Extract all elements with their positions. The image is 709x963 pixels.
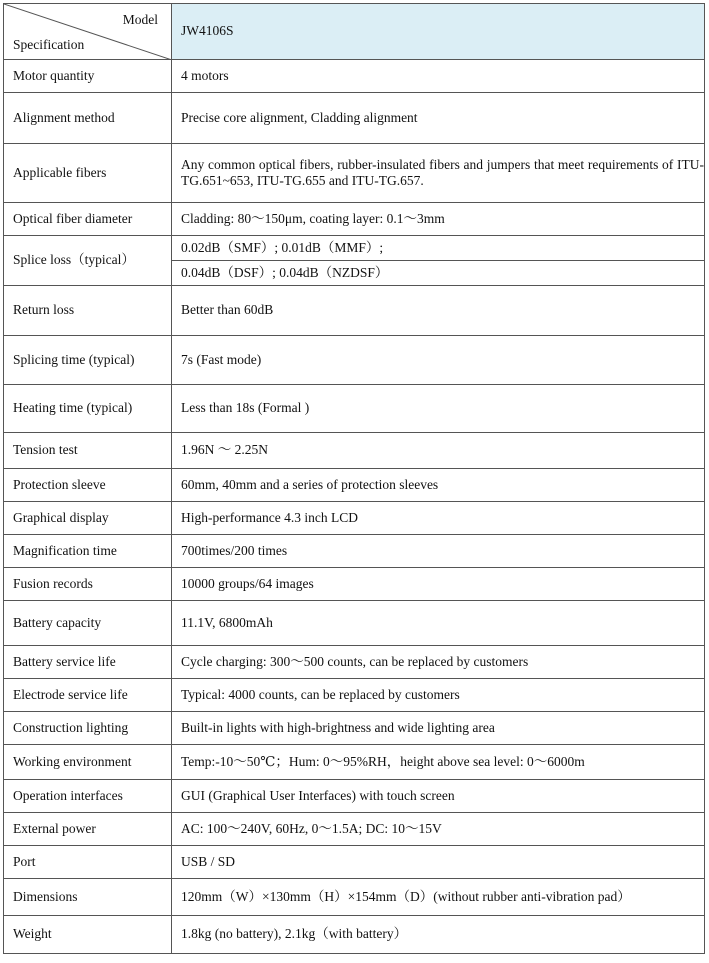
row-value: High-performance 4.3 inch LCD [172,502,705,535]
table-row [4,879,705,916]
row-label: Working environment [4,745,172,780]
table-row [4,601,705,646]
spec-table [3,3,705,954]
row-label: Operation interfaces [4,780,172,813]
row-value: 700times/200 times [172,535,705,568]
row-value: Cladding: 80～150μm, coating layer: 0.1～3mm [172,203,705,236]
row-value: Cycle charging: 300～500 counts, can be replaced by customers [172,646,705,679]
table-row [4,813,705,846]
row-label: Battery service life [4,646,172,679]
row-value: 10000 groups/64 images [172,568,705,601]
row-value: 120mm（W）×130mm（H）×154mm（D）(without rubber anti-vibration pad） [172,879,705,916]
row-label: Dimensions [4,879,172,916]
table-row [4,679,705,712]
table-row [4,286,705,336]
row-label: Tension test [4,433,172,469]
row-value: 7s (Fast mode) [172,336,705,385]
table-row [4,846,705,879]
row-value: Built-in lights with high-brightness and wide lighting area [172,712,705,745]
row-value: USB / SD [172,846,705,879]
table-row [4,568,705,601]
table-row [4,502,705,535]
row-value: 11.1V, 6800mAh [172,601,705,646]
row-value: Temp:-10～50℃；Hum: 0～95%RH，height above sea level: 0～6000m [172,745,705,780]
table-row [4,336,705,385]
row-value: Any common optical fibers, rubber-insulated fibers and jumpers that meet requirements of ITU-TG.651~653, ITU-TG.655 and ITU-TG.657. [172,144,705,203]
row-value-line: 0.04dB（DSF）; 0.04dB（NZDSF） [172,261,705,286]
header-row [4,4,705,60]
table-row [4,385,705,433]
model-value: JW4106S [172,4,705,60]
table-row [4,780,705,813]
row-value: AC: 100～240V, 60Hz, 0～1.5A; DC: 10～15V [172,813,705,846]
row-label: Splicing time (typical) [4,336,172,385]
row-label: Applicable fibers [4,144,172,203]
row-label: Return loss [4,286,172,336]
table-row [4,712,705,745]
row-label: Construction lighting [4,712,172,745]
row-value: Precise core alignment, Cladding alignment [172,93,705,144]
row-label: Alignment method [4,93,172,144]
row-value-line: 0.02dB（SMF）; 0.01dB（MMF）; [172,236,705,261]
row-label: Graphical display [4,502,172,535]
row-label: Port [4,846,172,879]
header-diagonal-cell [4,4,172,60]
row-label: Weight [4,916,172,954]
table-row [4,433,705,469]
table-row [4,916,705,954]
row-label: Battery capacity [4,601,172,646]
table-row [4,469,705,502]
row-label: Fusion records [4,568,172,601]
table-row [4,144,705,203]
row-value: Better than 60dB [172,286,705,336]
table-row [4,203,705,236]
table-row [4,646,705,679]
row-label: Splice loss（typical） [4,236,172,286]
table-row [4,236,705,261]
row-value: 1.8kg (no battery), 2.1kg（with battery） [172,916,705,954]
row-value: 4 motors [172,60,705,93]
row-label: Electrode service life [4,679,172,712]
row-label: Protection sleeve [4,469,172,502]
specification-label: Specification [13,37,85,52]
model-label: Model [122,12,158,27]
table-row [4,60,705,93]
row-label: Heating time (typical) [4,385,172,433]
table-row [4,93,705,144]
row-value: 1.96N ～ 2.25N [172,433,705,469]
row-value: GUI (Graphical User Interfaces) with touch screen [172,780,705,813]
row-label: Magnification time [4,535,172,568]
row-value: 60mm, 40mm and a series of protection sleeves [172,469,705,502]
table-row [4,745,705,780]
row-label: Motor quantity [4,60,172,93]
row-label: External power [4,813,172,846]
row-label: Optical fiber diameter [4,203,172,236]
row-value: Less than 18s (Formal ) [172,385,705,433]
table-row [4,535,705,568]
row-value: Typical: 4000 counts, can be replaced by customers [172,679,705,712]
